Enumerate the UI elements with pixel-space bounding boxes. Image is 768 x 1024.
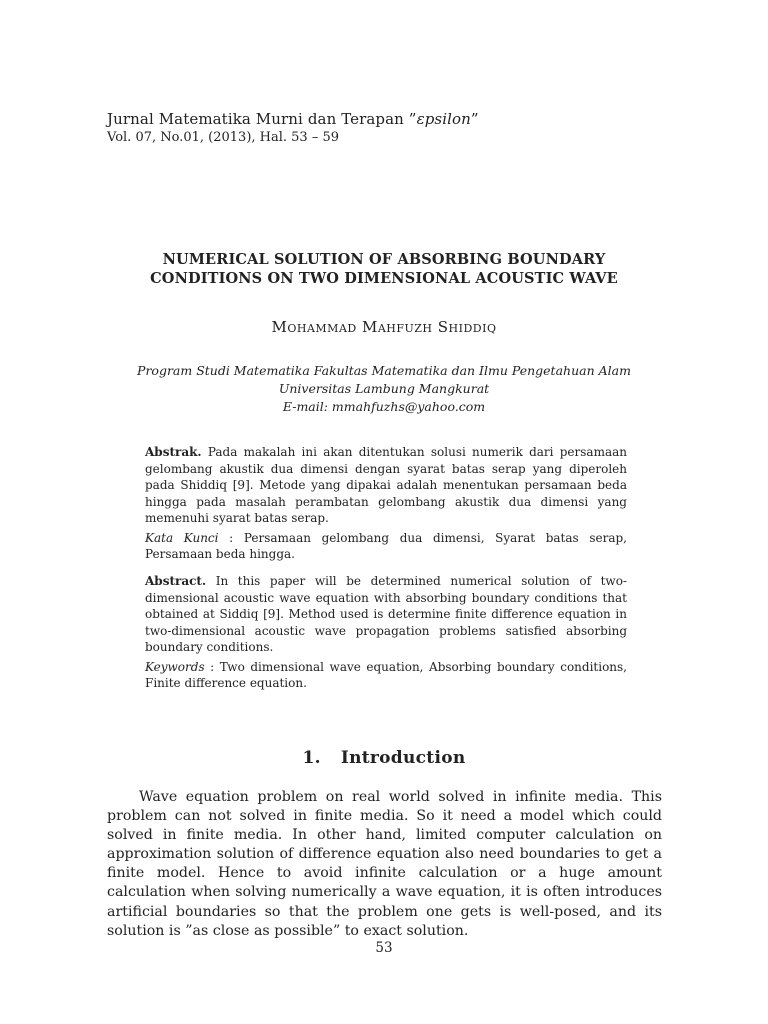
abstract-paragraph [145, 573, 627, 656]
journal-volume: Vol. 07, No.01, (2013), Hal. 53 – 59 [107, 130, 340, 145]
abstract-label: Abstract. [145, 574, 207, 588]
author-affiliation [100, 362, 668, 416]
affiliation-email: E-mail: mmahfuzhs@yahoo.com [282, 399, 486, 414]
kata-kunci-text: : Persamaan gelombang dua dimensi, Syarat batas serap, Persamaan beda hingga. [145, 530, 627, 561]
author-name: Mohammad Mahfuzh Shiddiq [271, 318, 497, 336]
kata-kunci-row [145, 530, 627, 563]
journal-name-suffix: ” [470, 110, 479, 128]
paper-title-line-2: CONDITIONS ON TWO DIMENSIONAL ACOUSTIC WAVE [150, 270, 618, 287]
affiliation-line-1: Program Studi Matematika Fakultas Matematika dan Ilmu Pengetahuan Alam [137, 363, 631, 378]
abstrak-text: Pada makalah ini akan ditentukan solusi numerik dari persamaan gelombang akustik dua dimensi dengan syarat batas serap yang diperoleh pada Shiddiq [9]. Metode yang dipakai adalah menentukan persamaan beda hingga pada masalah perambatan gelombang akustik dua dimensi yang memenuhi syarat batas serap. [145, 445, 627, 525]
keywords-label: Keywords [145, 659, 205, 674]
abstract-text: In this paper will be determined numerical solution of two-dimensional acoustic wave equation with absorbing boundary conditions that obtained at Siddiq [9]. Method used is determine finite difference equation in two-dimensional acoustic wave propagation problems satisfied absorbing boundary conditions. [145, 574, 627, 654]
kata-kunci-label: Kata Kunci [145, 530, 219, 545]
keywords-row [145, 659, 627, 692]
journal-name-epsilon: εpsilon [416, 110, 471, 128]
section-title: Introduction [340, 748, 466, 768]
abstract-block [145, 573, 627, 692]
journal-name [107, 110, 667, 128]
section-heading [100, 748, 668, 768]
keywords-text: : Two dimensional wave equation, Absorbing boundary conditions, Finite difference equation. [145, 659, 627, 690]
paper-title [100, 250, 668, 288]
paper-title-line-1: NUMERICAL SOLUTION OF ABSORBING BOUNDARY [162, 251, 606, 268]
abstrak-block [145, 444, 627, 563]
journal-header [107, 110, 667, 146]
journal-name-prefix: Jurnal Matematika Murni dan Terapan ” [107, 110, 417, 128]
abstrak-label: Abstrak. [145, 445, 202, 459]
abstrak-paragraph [145, 444, 627, 527]
affiliation-line-2: Universitas Lambung Mangkurat [278, 381, 490, 396]
page-number: 53 [375, 940, 393, 956]
intro-paragraph: Wave equation problem on real world solved in infinite media. This problem can not solved in finite media. So it need a model which could solved in finite media. In other hand, limited computer calculation on approximation solution of difference equation also need boundaries to get a finite model. Hence to avoid infinite calculation or a huge amount calculation when solving numerically a wave equation, it is often introduces artificial boundaries so that the problem one gets is well-posed, and its solution is ”as close as possible” to exact solution. [107, 789, 662, 939]
section-number: 1. [302, 748, 321, 768]
